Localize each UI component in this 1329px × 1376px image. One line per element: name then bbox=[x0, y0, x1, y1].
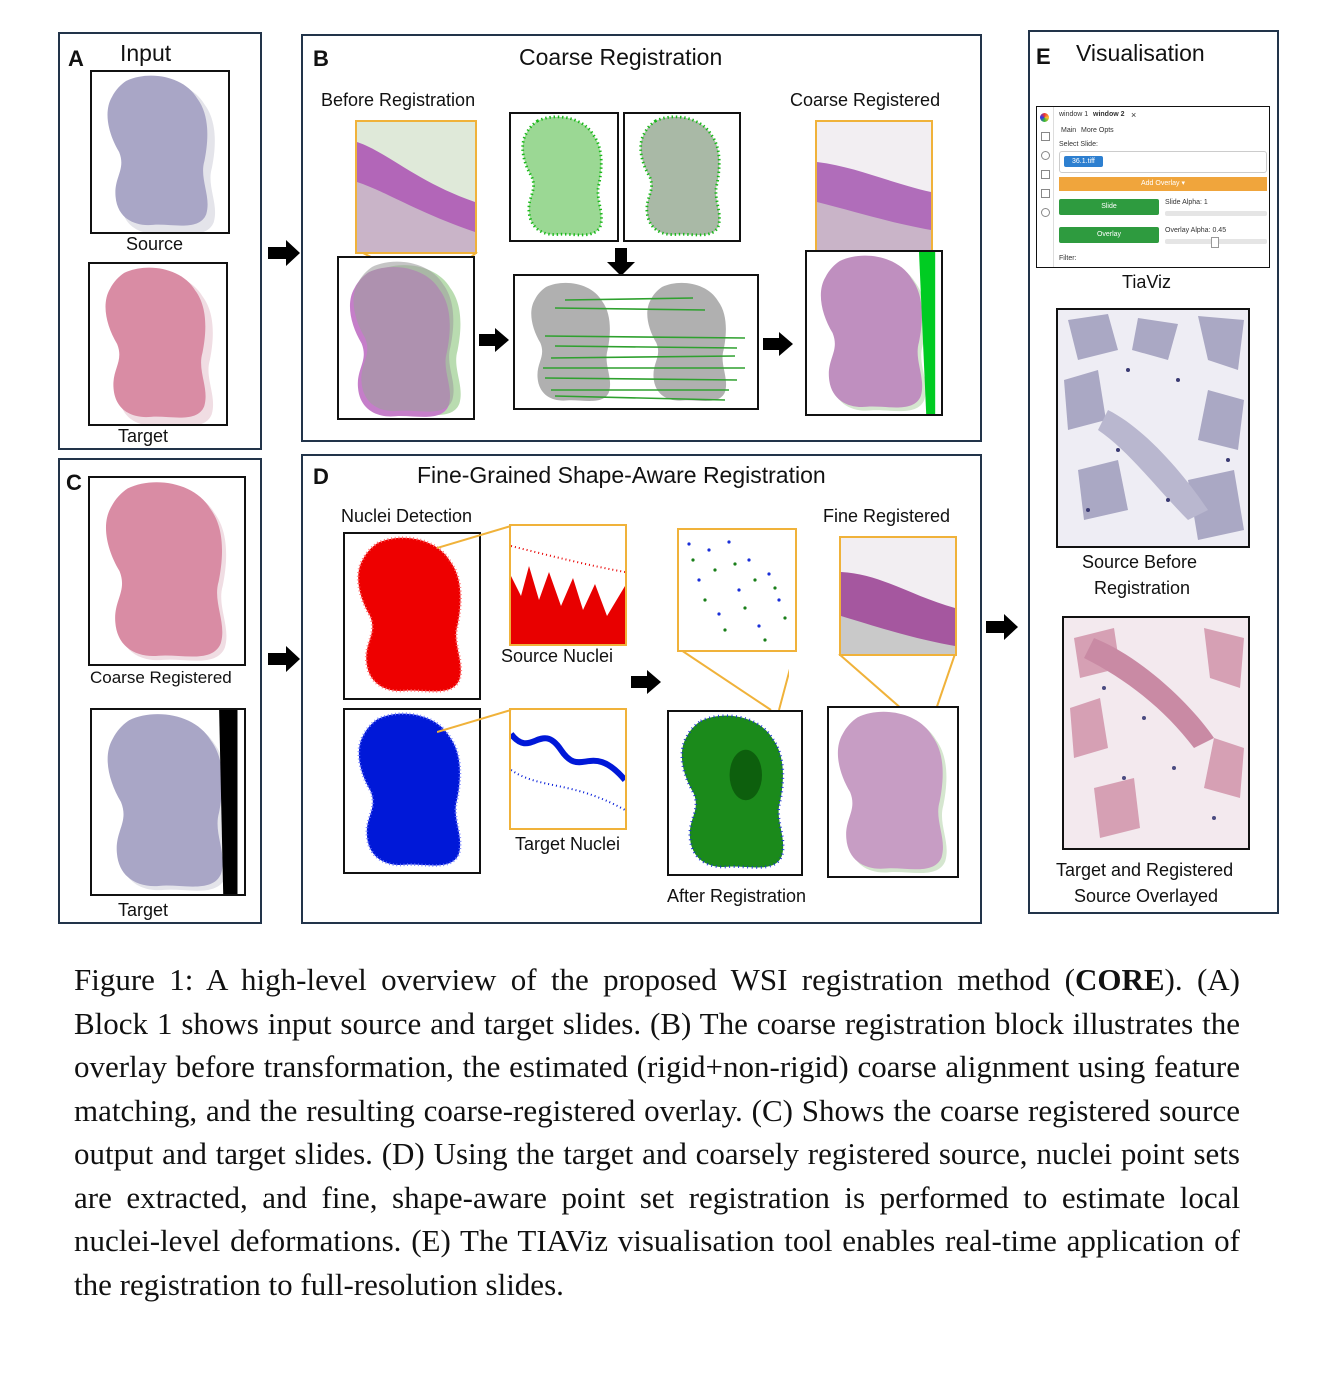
source-label: Source bbox=[126, 234, 184, 254]
overlay-label-line2: Source Overlayed bbox=[1074, 886, 1219, 906]
tiaviz-tool-icon[interactable] bbox=[1041, 151, 1050, 160]
caption-body: ). (A) Block 1 shows input source and target slides. (B) The coarse registration block illustrates the overlay before transformation, the estimated (rigid+non-rigid) coarse alignment using feature matching, and the resulting coarse-registered overlay. (C) Shows the coarse registered source output and target slides. (D) Using the target and coarsely registered source, nuclei point sets are extracted, and fine, shape-aware point set registration is performed to estimate local nuclei-level deformations. (E) The TIAViz visualisation tool enables real-time application of the registration to full-resolution slides. bbox=[74, 962, 1241, 1302]
target-nuclei-connector bbox=[437, 708, 513, 738]
coarse-registered-source bbox=[88, 476, 246, 666]
coarse-registered-overlay bbox=[805, 250, 943, 416]
panel-a-letter: A bbox=[68, 46, 84, 71]
source-before-registration-tile bbox=[1056, 308, 1250, 548]
source-before-label-line2: Registration bbox=[1094, 578, 1191, 598]
source-nuclei-map bbox=[343, 532, 481, 700]
tiaviz-slide-alpha-label: Slide Alpha: 1 bbox=[1165, 199, 1208, 206]
tiaviz-tab-2[interactable]: window 2 bbox=[1093, 111, 1125, 118]
tiaviz-tab-close-icon[interactable]: × bbox=[1131, 110, 1137, 120]
panel-d bbox=[301, 454, 982, 924]
target-nuclei-label: Target Nuclei bbox=[515, 834, 621, 854]
overlay-label-line1: Target and Registered bbox=[1056, 860, 1234, 880]
panel-c bbox=[58, 458, 262, 924]
fine-zoom-inset bbox=[839, 536, 957, 656]
tiaviz-slide-button[interactable]: Slide bbox=[1059, 199, 1159, 215]
tiaviz-overlay-button[interactable]: Overlay bbox=[1059, 227, 1159, 243]
coarse-target-slide bbox=[90, 708, 246, 896]
arrow-a-to-b bbox=[268, 240, 300, 266]
tiaviz-label: TiaViz bbox=[1122, 272, 1172, 292]
figure-caption bbox=[74, 958, 1240, 1306]
after-registration-map bbox=[667, 710, 803, 876]
tiaviz-overlay-alpha-slider[interactable] bbox=[1165, 239, 1267, 244]
nuclei-detection-label: Nuclei Detection bbox=[341, 506, 473, 526]
matched-source-keypoints bbox=[509, 112, 619, 242]
panel-e-letter: E bbox=[1036, 44, 1051, 69]
matched-target-keypoints bbox=[623, 112, 741, 242]
panel-e-title: Visualisation bbox=[1076, 40, 1205, 66]
tiaviz-toolbar bbox=[1037, 107, 1054, 267]
arrow-to-coarse bbox=[763, 332, 793, 356]
before-zoom-inset bbox=[355, 120, 477, 254]
coarse-registered-label: Coarse Registered bbox=[790, 90, 941, 110]
panel-b-title: Coarse Registration bbox=[519, 44, 723, 70]
tiaviz-filter-label: Filter: bbox=[1059, 255, 1077, 262]
arrow-to-after bbox=[631, 670, 661, 694]
tiaviz-subtab-main[interactable]: Main bbox=[1061, 127, 1077, 134]
arrow-down-to-matching bbox=[607, 248, 635, 276]
target-nuclei-zoom bbox=[509, 708, 627, 830]
tiaviz-slide-alpha-slider[interactable] bbox=[1165, 211, 1267, 216]
panel-a bbox=[58, 32, 262, 450]
panel-b bbox=[301, 34, 982, 442]
target-label: Target bbox=[118, 426, 169, 446]
panel-d-letter: D bbox=[313, 464, 329, 489]
caption-lead: Figure 1: A high-level overview of the proposed WSI registration method ( bbox=[74, 962, 1075, 997]
arrow-c-to-d bbox=[268, 646, 300, 672]
panel-e bbox=[1028, 30, 1279, 914]
tiaviz-overlay-alpha-handle[interactable] bbox=[1211, 237, 1219, 248]
tiaviz-tab-1[interactable]: window 1 bbox=[1059, 111, 1089, 118]
caption-method-name: CORE bbox=[1074, 962, 1165, 997]
arrow-to-matching bbox=[479, 328, 509, 352]
tiaviz-slide-chip[interactable]: 36.1.tiff bbox=[1064, 156, 1103, 167]
source-nuclei-label: Source Nuclei bbox=[501, 646, 614, 666]
panel-c-letter: C bbox=[66, 470, 82, 495]
before-registration-label: Before Registration bbox=[321, 90, 476, 110]
after-registration-label: After Registration bbox=[667, 886, 807, 906]
fine-registered-overlay bbox=[827, 706, 959, 878]
panel-a-title: Input bbox=[120, 40, 172, 66]
target-slide-thumbnail bbox=[88, 262, 228, 426]
before-registration-overlay bbox=[337, 256, 475, 420]
fine-registered-label: Fine Registered bbox=[823, 506, 951, 526]
source-nuclei-connector bbox=[437, 524, 513, 554]
tiaviz-tool-icon[interactable] bbox=[1041, 208, 1050, 217]
tiaviz-overlay-alpha-label: Overlay Alpha: 0.45 bbox=[1165, 227, 1227, 234]
tiaviz-tool-icon[interactable] bbox=[1041, 170, 1050, 179]
source-slide-thumbnail bbox=[90, 70, 230, 234]
tiaviz-screenshot bbox=[1036, 106, 1270, 268]
source-nuclei-zoom bbox=[509, 524, 627, 646]
tiaviz-select-slide-label: Select Slide: bbox=[1059, 141, 1098, 148]
panel-b-letter: B bbox=[313, 46, 329, 71]
coarse-registered-source-label: Coarse Registered bbox=[90, 668, 232, 687]
tiaviz-tool-icon[interactable] bbox=[1041, 189, 1050, 198]
panel-d-title: Fine-Grained Shape-Aware Registration bbox=[417, 462, 826, 488]
source-before-label-line1: Source Before bbox=[1082, 552, 1198, 572]
arrow-d-to-e bbox=[986, 614, 1018, 640]
after-zoom-connector bbox=[679, 650, 789, 714]
tiaviz-add-overlay-button[interactable]: Add Overlay ▾ bbox=[1059, 177, 1267, 191]
tiaviz-logo-icon bbox=[1040, 113, 1049, 122]
tiaviz-tool-icon[interactable] bbox=[1041, 132, 1050, 141]
after-registration-zoom bbox=[677, 528, 797, 652]
tiaviz-subtab-more[interactable]: More Opts bbox=[1081, 127, 1114, 134]
coarse-target-label: Target bbox=[118, 900, 169, 920]
tiaviz-slide-select[interactable] bbox=[1059, 151, 1267, 173]
target-and-registered-overlay-tile bbox=[1062, 616, 1250, 850]
coarse-zoom-inset bbox=[815, 120, 933, 252]
feature-matching-view bbox=[513, 274, 759, 410]
